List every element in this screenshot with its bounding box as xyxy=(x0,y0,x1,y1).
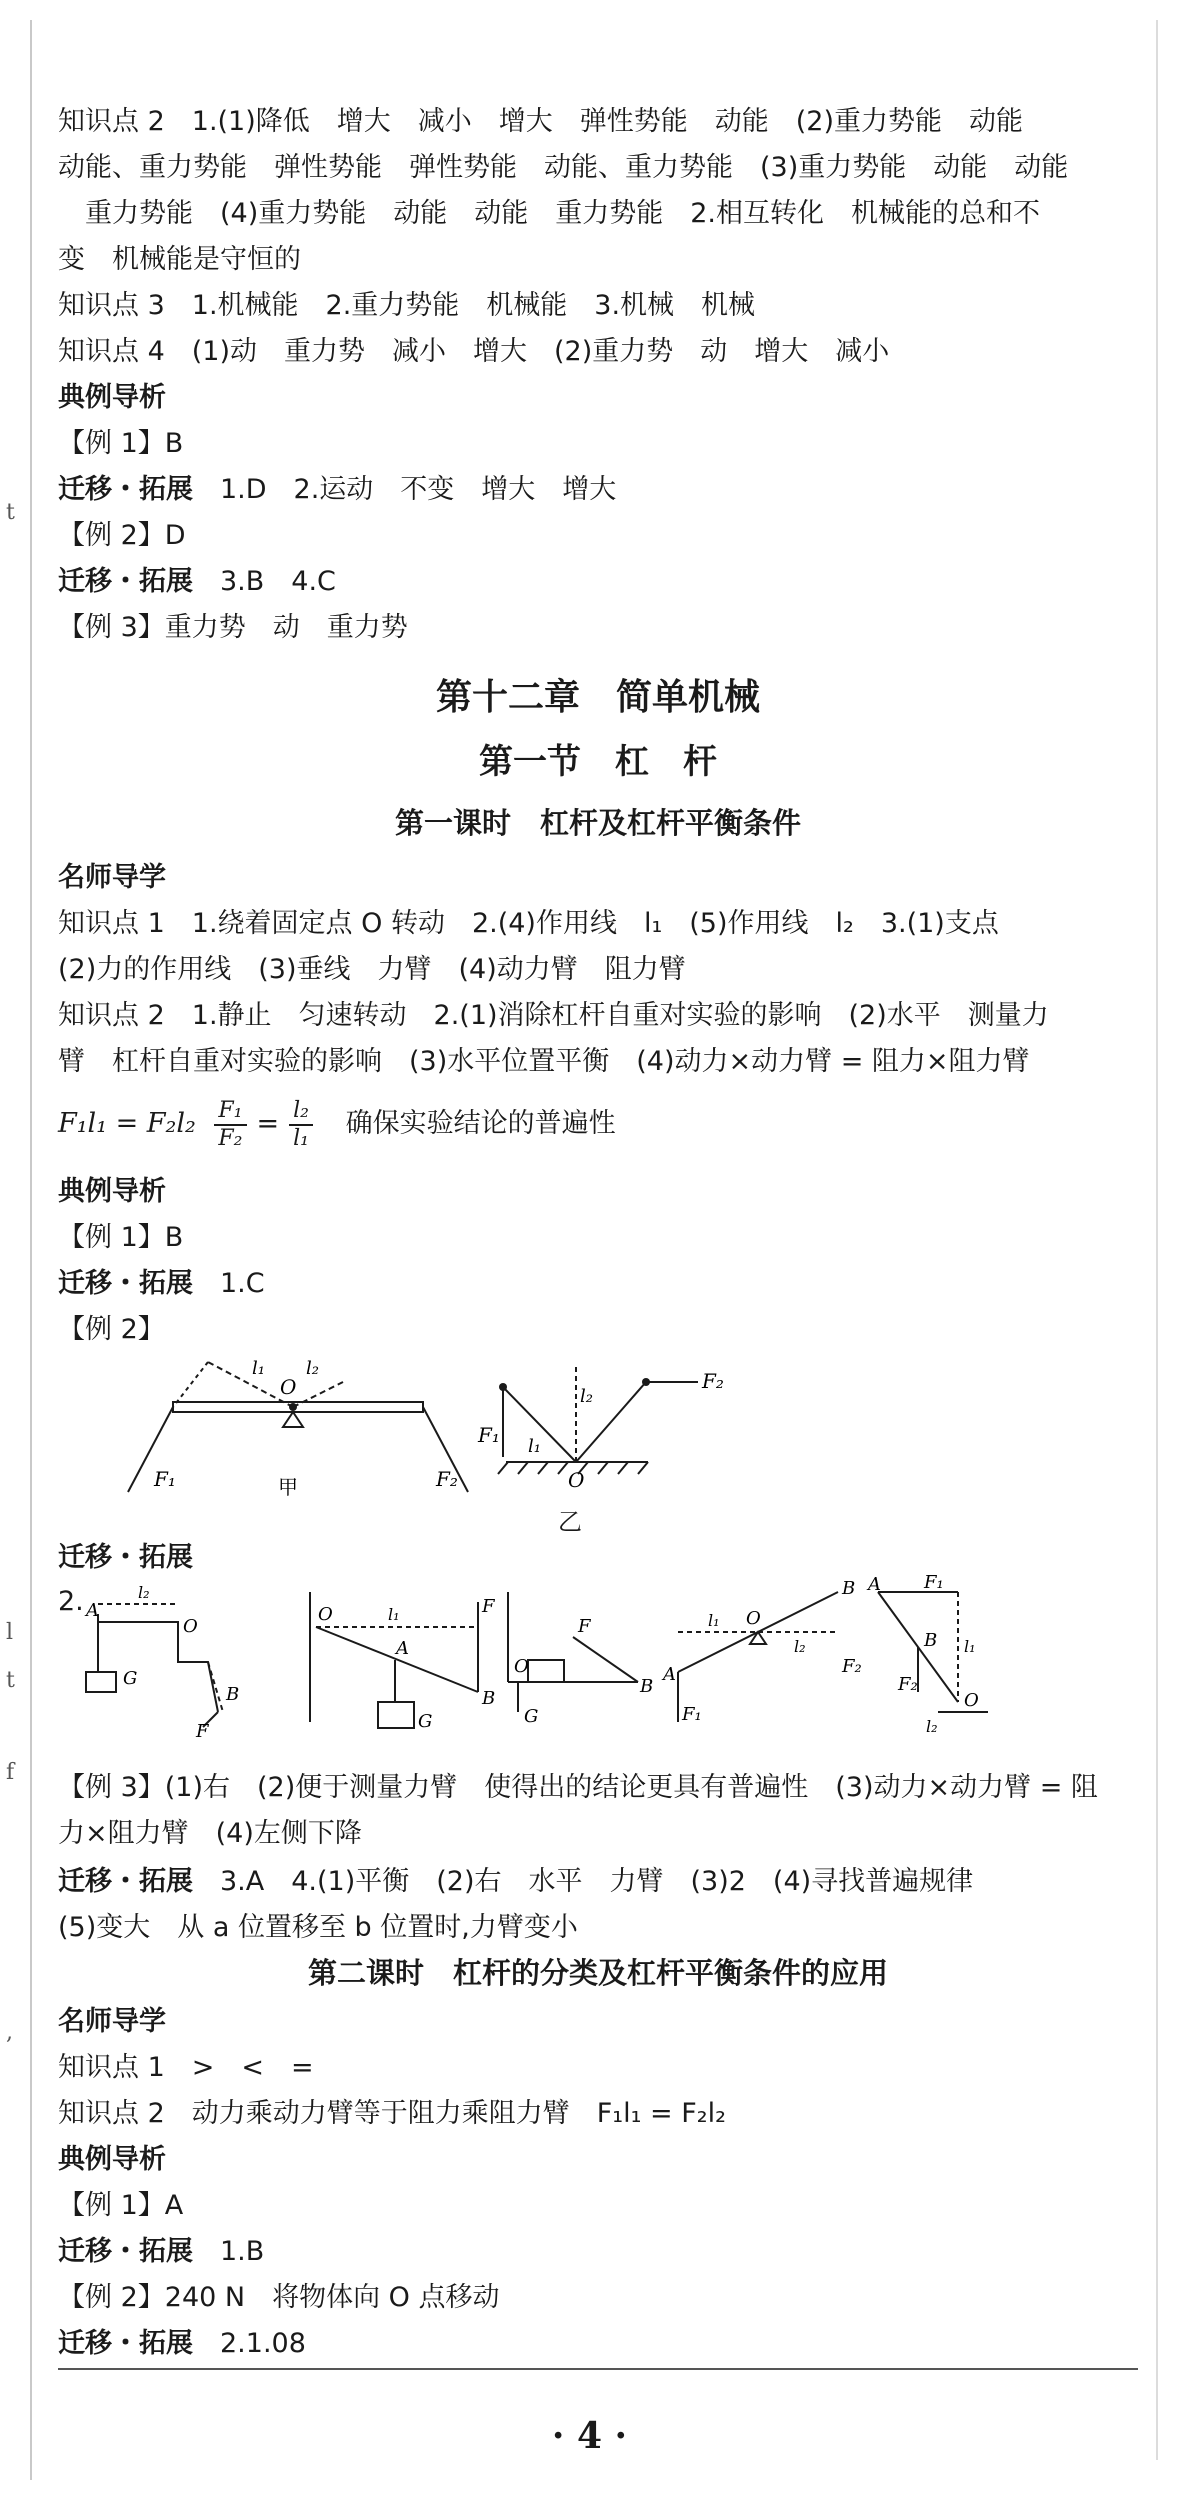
label-l2: l₂ xyxy=(138,1583,150,1602)
extension-label: 迁移・拓展 xyxy=(58,1866,193,1897)
extension-answer xyxy=(58,2232,264,2272)
bottom-rule xyxy=(58,2368,1138,2370)
label-l1: l₁ xyxy=(388,1605,400,1624)
figure-caption-jia: 甲 xyxy=(278,1475,298,1497)
right-rule xyxy=(1156,20,1158,2460)
text-line: 知识点 2 1.(1)降低 增大 减小 增大 弹性势能 动能 (2)重力势能 动能 xyxy=(58,106,1024,137)
text-line: 动能、重力势能 弹性势能 弹性势能 动能、重力势能 (3)重力势能 动能 动能 xyxy=(58,152,1069,183)
label-a: A xyxy=(86,1600,99,1621)
joint-left xyxy=(499,1383,507,1391)
extension-label: 迁移・拓展 xyxy=(58,1542,193,1573)
text-line: 知识点 2 动力乘动力臂等于阻力乘阻力臂 F₁l₁ = F₂l₂ xyxy=(58,2098,726,2129)
extension-label: 迁移・拓展 xyxy=(58,1268,193,1299)
text-line: 知识点 3 1.机械能 2.重力势能 机械能 3.机械 机械 xyxy=(58,290,756,321)
force-f xyxy=(573,1637,638,1682)
label-o: O xyxy=(514,1656,529,1677)
hatch xyxy=(498,1462,508,1474)
extension-text: 3.B 4.C xyxy=(220,566,336,597)
weight-block xyxy=(86,1672,116,1692)
label-l1: l₁ xyxy=(708,1611,720,1630)
margin-glyph: t xyxy=(6,500,15,525)
label-o: O xyxy=(280,1375,297,1399)
example-answer: 【例 1】B xyxy=(58,428,184,459)
extension-text: 1.D 2.运动 不变 增大 增大 xyxy=(220,474,617,505)
label-b: B xyxy=(640,1676,654,1697)
extension-label: 迁移・拓展 xyxy=(58,566,193,597)
text-line: 重力势能 (4)重力势能 动能 动能 重力势能 2.相互转化 机械能的总和不 xyxy=(58,198,1041,229)
label-o: O xyxy=(964,1690,979,1711)
label-o: O xyxy=(318,1604,333,1625)
extension-label: 迁移・拓展 xyxy=(58,2328,193,2359)
lesson-title: 第一课时 杠杆及杠杆平衡条件 xyxy=(394,806,801,840)
label-f2: F₂ xyxy=(436,1467,458,1491)
chapter-title: 第十二章 简单机械 xyxy=(435,676,760,718)
example-answer: 【例 3】重力势 动 重力势 xyxy=(58,612,408,643)
label-a: A xyxy=(663,1664,676,1685)
formula-note: 确保实验结论的普遍性 xyxy=(345,1108,616,1139)
label-o: O xyxy=(568,1468,585,1492)
margin-glyph: t xyxy=(6,1668,15,1693)
text-line: 知识点 2 1.静止 匀速转动 2.(1)消除杠杆自重对实验的影响 (2)水平 测量力 xyxy=(58,1000,1049,1031)
section-heading: 典例导析 xyxy=(58,382,166,413)
weight-block xyxy=(378,1702,414,1728)
label-l2: l₂ xyxy=(306,1358,319,1379)
extension-answer xyxy=(58,1264,265,1304)
label-f1: F₁ xyxy=(682,1704,702,1725)
extension-text: 3.A 4.(1)平衡 (2)右 水平 力臂 (3)2 (4)寻找普遍规律 xyxy=(220,1866,974,1897)
label-a: A xyxy=(396,1638,409,1659)
example-answer: 【例 1】A xyxy=(58,2190,184,2221)
label-f1: F₁ xyxy=(478,1423,500,1447)
hatch xyxy=(618,1462,628,1474)
extension-answer xyxy=(58,470,616,510)
bent-lever xyxy=(98,1622,218,1712)
label-a: A xyxy=(868,1574,881,1595)
text-line: 【例 3】(1)右 (2)便于测量力臂 使得出的结论更具有普遍性 (3)动力×动力臂 = 阻 xyxy=(58,1772,1098,1803)
lever-bar xyxy=(173,1402,423,1412)
label-l1: l₁ xyxy=(528,1436,541,1457)
label-f: F xyxy=(578,1616,591,1637)
label-f2: F₂ xyxy=(842,1656,862,1677)
extension-text: 1.C xyxy=(220,1268,265,1299)
extension-answer xyxy=(58,2324,306,2364)
balance-equation: F₁l₁ = F₂l₂ xyxy=(58,1108,196,1139)
hatch xyxy=(598,1462,608,1474)
extension-answer xyxy=(58,1862,973,1902)
label-l1: l₁ xyxy=(252,1358,265,1379)
text-line: (2)力的作用线 (3)垂线 力臂 (4)动力臂 阻力臂 xyxy=(58,954,686,985)
label-g: G xyxy=(418,1711,433,1732)
text-line: (5)变大 从 a 位置移至 b 位置时,力臂变小 xyxy=(58,1912,578,1943)
label-g: G xyxy=(524,1706,539,1727)
label-o: O xyxy=(746,1608,761,1629)
pivot-point xyxy=(289,1403,297,1411)
text-line: 知识点 1 > < = xyxy=(58,2052,314,2083)
margin-glyph: , xyxy=(6,2020,13,2045)
label-b: B xyxy=(842,1578,856,1599)
label-l2: l₂ xyxy=(926,1717,938,1736)
text-line: 力×阻力臂 (4)左侧下降 xyxy=(58,1818,362,1849)
label-f: F xyxy=(482,1596,495,1617)
arm-guide xyxy=(173,1362,208,1407)
section-heading: 典例导析 xyxy=(58,1176,166,1207)
extension-answer xyxy=(58,562,336,602)
example-answer: 【例 2】 xyxy=(58,1314,165,1345)
text-line: 知识点 4 (1)动 重力势 减小 增大 (2)重力势 动 增大 减小 xyxy=(58,336,890,367)
hatch xyxy=(518,1462,528,1474)
weight-block xyxy=(528,1660,564,1682)
label-f2: F₂ xyxy=(898,1674,918,1695)
figure-caption-yi: 乙 xyxy=(558,1508,582,1536)
label-g: G xyxy=(123,1668,138,1689)
label-f: F xyxy=(196,1721,209,1742)
extension-text: 1.B xyxy=(220,2236,265,2267)
example-answer: 【例 2】D xyxy=(58,520,186,551)
fulcrum xyxy=(283,1412,303,1427)
label-l2: l₂ xyxy=(580,1386,593,1407)
label-b: B xyxy=(226,1684,240,1705)
extension-text: 2.1.08 xyxy=(220,2328,306,2359)
text-line: 知识点 1 1.绕着固定点 O 转动 2.(4)作用线 l₁ (5)作用线 l₂ 3.(1)支点 xyxy=(58,908,999,939)
margin-glyph: l xyxy=(6,1620,14,1645)
hatch xyxy=(638,1462,648,1474)
example2-lever-figures xyxy=(58,1312,758,1497)
example-answer: 【例 1】B xyxy=(58,1222,184,1253)
label-l1: l₁ xyxy=(964,1637,976,1656)
example-answer: 【例 2】240 N 将物体向 O 点移动 xyxy=(58,2282,500,2313)
arm-l2 xyxy=(293,1382,343,1407)
section-heading: 名师导学 xyxy=(58,2006,166,2037)
page-number: · 4 · xyxy=(551,2415,628,2457)
arm-ratio: $\frac{\text{l₂}}{\text{l₁}}$ xyxy=(289,1098,313,1152)
label-f1: F₁ xyxy=(154,1467,176,1491)
formula-line: F₁l₁ = F₂l₂ $\frac{\text{F₁}}{\text{F₂}}$ = $\frac{\text{l₂}}{\text{l₁}}$ 确保实验结论的普遍性 xyxy=(58,1097,616,1151)
label-f2: F₂ xyxy=(702,1369,724,1393)
lever-bar xyxy=(316,1627,478,1692)
hatch xyxy=(558,1462,568,1474)
extension-label: 迁移・拓展 xyxy=(58,2236,193,2267)
question-number: 2. xyxy=(58,1586,84,1617)
hatch xyxy=(538,1462,548,1474)
joint-right xyxy=(642,1378,650,1386)
section-title: 第一节 杠 杆 xyxy=(479,742,717,782)
label-f1: F₁ xyxy=(924,1572,944,1593)
extension2-lever-figures xyxy=(78,1572,1138,1752)
margin-glyph: f xyxy=(6,1760,15,1785)
margin-rule xyxy=(30,20,32,2480)
label-b: B xyxy=(924,1630,938,1651)
extension-label: 迁移・拓展 xyxy=(58,474,193,505)
section-heading: 名师导学 xyxy=(58,862,166,893)
text-line: 臂 杠杆自重对实验的影响 (3)水平位置平衡 (4)动力×动力臂 = 阻力×阻力臂 xyxy=(58,1046,1030,1077)
label-o: O xyxy=(183,1616,198,1637)
text-line: 变 机械能是守恒的 xyxy=(58,244,301,275)
force-ratio: $\frac{\text{F₁}}{\text{F₂}}$ xyxy=(214,1098,246,1152)
label-l2: l₂ xyxy=(794,1637,806,1656)
label-b: B xyxy=(482,1688,496,1709)
section-heading: 典例导析 xyxy=(58,2144,166,2175)
lesson-title: 第二课时 杠杆的分类及杠杆平衡条件的应用 xyxy=(307,1956,888,1990)
